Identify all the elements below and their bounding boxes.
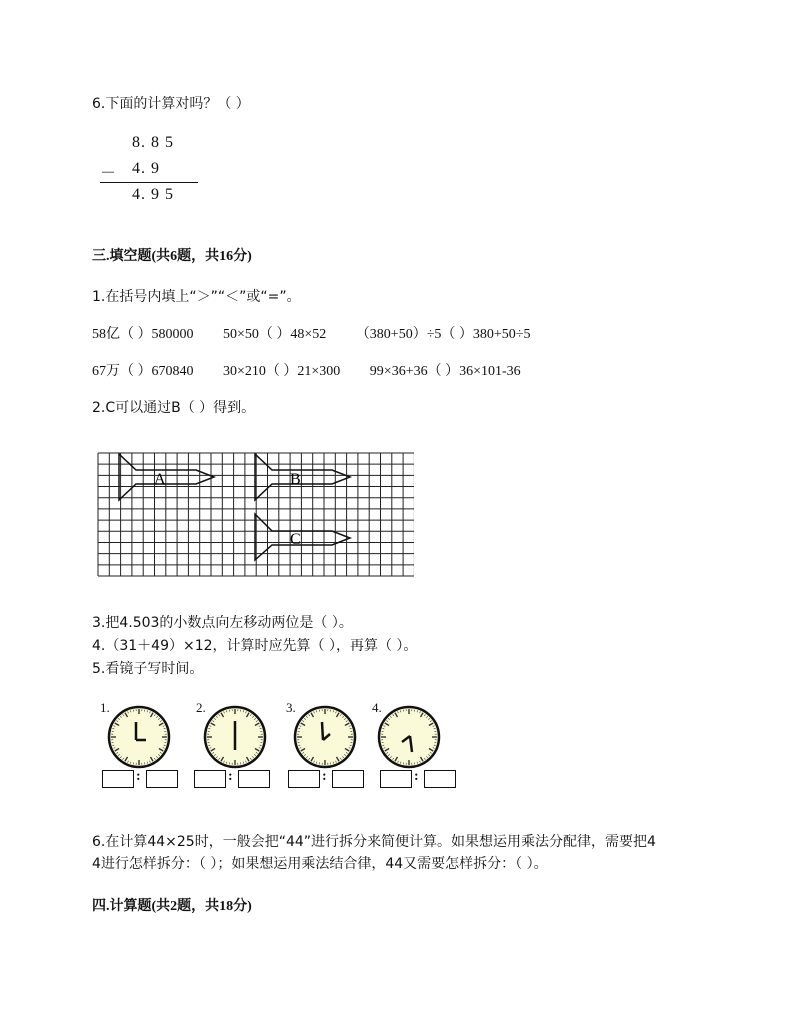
clock-hand [322,722,323,740]
comparison-item: 30×210（ ）21×300 [223,364,341,379]
question-6-line-1: 6.在计算44×25时，一般会把“44”进行拆分来简便计算。如果想运用乘法分配律，需要把4 [92,834,656,850]
grid-figure [96,450,414,580]
hour-answer-box[interactable] [288,770,320,788]
question-6-top: 6.下面的计算对吗？（ ） [92,96,250,112]
minute-answer-box[interactable] [332,770,364,788]
hour-answer-box[interactable] [194,770,226,788]
comparison-item: （380+50）÷5（ ）380+50÷5 [355,327,531,342]
minuend: 8. 8 5 [132,134,174,151]
label-c: C [290,531,301,548]
clock-number: 4. [372,700,382,715]
question-5: 5.看镜子写时间。 [92,661,204,677]
time-colon: : [322,769,327,784]
minute-answer-box[interactable] [238,770,270,788]
hour-answer-box[interactable] [380,770,412,788]
question-2: 2.C可以通过B（ ）得到。 [92,400,256,416]
label-a: A [154,471,166,488]
comparison-row-2 [92,360,547,380]
section-4-heading: 四.计算题(共2题，共18分) [92,899,252,914]
clocks-row [98,700,468,796]
comparison-item: 67万（ ）670840 [92,364,194,379]
comparison-item: 58亿（ ）580000 [92,327,194,342]
minute-answer-box[interactable] [424,770,456,788]
clock-face [202,704,268,770]
question-1: 1.在括号内填上“＞”“＜”或“=”。 [92,289,301,305]
clock-face [292,704,358,770]
minus-sign: － [100,165,118,182]
minute-answer-box[interactable] [146,770,178,788]
clock-number: 1. [100,700,110,715]
label-b: B [290,471,301,488]
clock-face [376,704,442,770]
question-3: 3.把4.503的小数点向左移动两位是（ ）。 [92,615,353,631]
time-colon: : [136,769,141,784]
question-6-line-2: 4进行怎样拆分：（ ）；如果想运用乘法结合律，44又需要怎样拆分：（ ）。 [92,856,548,872]
hour-answer-box[interactable] [102,770,134,788]
comparison-row-1 [92,323,556,343]
clock-number: 3. [286,700,296,715]
time-colon: : [414,769,419,784]
subtraction-line [100,182,198,183]
time-colon: : [228,769,233,784]
question-4: 4.（31＋49）×12，计算时应先算（ ），再算（ ）。 [92,638,418,654]
clock-face [106,704,172,770]
subtrahend: 4. 9 [132,160,160,177]
section-3-heading: 三.填空题(共6题，共16分) [92,249,252,264]
clock-number: 2. [196,700,206,715]
comparison-item: 99×36+36（ ）36×101-36 [369,364,521,379]
result: 4. 9 5 [132,186,174,203]
comparison-item: 50×50（ ）48×52 [223,327,327,342]
